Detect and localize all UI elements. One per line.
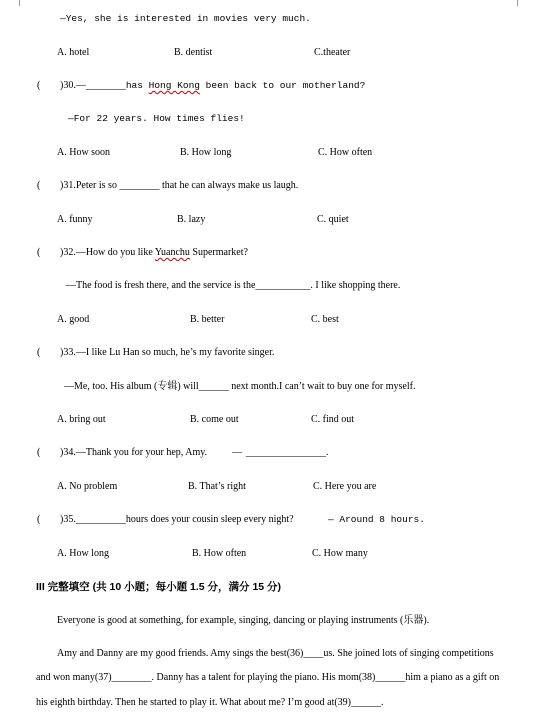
q34-end: . [326, 447, 329, 458]
q32-answer-paren: ( [37, 247, 41, 258]
q33-response-b: next month.I can’t wait to buy one for myself. [228, 381, 416, 392]
q35-response: — Around 8 hours. [328, 514, 425, 525]
q32-text-b: Supermarket? [189, 247, 248, 258]
q34-dash: — [232, 447, 242, 458]
q35-question [60, 513, 294, 527]
q30-option-c: C. How often [318, 147, 373, 158]
passage-text: us. She joined lots of singing competitions [323, 648, 494, 659]
q35-answer-paren: ( [37, 514, 41, 525]
q33-response-a: —Me, too. His album (专辑) will [64, 381, 199, 392]
q34-answer-paren: ( [37, 447, 41, 458]
passage-text: . [381, 697, 384, 708]
q32-response [66, 279, 400, 293]
q30-answer-paren: ( [37, 80, 41, 91]
q30-number: )30.— [60, 80, 86, 91]
q34-option-b: B. That’s right [188, 481, 246, 492]
q29-option-c: C.theater [314, 47, 351, 58]
blank-36: ____ [303, 648, 324, 659]
q34-blank: ________________ [246, 447, 326, 458]
q35-blank: __________ [75, 514, 126, 525]
q35-text-a: )35. [60, 514, 76, 525]
q33-question: )33.—I like Lu Han so much, he’s my favorite singer. [60, 347, 275, 358]
passage-text: and won many(37) [36, 672, 112, 683]
q30-blank: ________ [85, 80, 126, 91]
q35-option-b: B. How often [192, 548, 247, 559]
q33-option-a: A. bring out [57, 414, 106, 425]
q35-option-c: C. How many [312, 548, 368, 559]
q32-text-a: )32.—How do you like [60, 247, 155, 258]
q32-response-b: . I like shopping there. [310, 280, 401, 291]
blank-37: ________ [111, 672, 152, 683]
q30-spellcheck-word: Hong Kong [148, 80, 200, 91]
q31-option-a: A. funny [57, 214, 93, 225]
q34-question: )34.—Thank you for your hep, Amy. [60, 447, 208, 458]
q32-question [60, 246, 248, 260]
q32-blank: ___________ [255, 280, 311, 291]
q31-option-c: C. quiet [317, 214, 349, 225]
q33-blank: ______ [198, 381, 229, 392]
q34-option-c: C. Here you are [313, 481, 377, 492]
page-corner-mark-left [19, 0, 20, 6]
q31-answer-paren: ( [37, 180, 41, 191]
passage-text: his eighth birthday. Then he started to play it. What about me? I’m good at(39) [36, 697, 352, 708]
q34-option-a: A. No problem [57, 481, 118, 492]
q30-text-b: been back to our motherland? [199, 80, 366, 91]
q30-option-a: A. How soon [57, 147, 111, 158]
section-title: III 完整填空 (共 10 小题；每小题 1.5 分，满分 15 分) [36, 581, 282, 593]
q29-option-a: A. hotel [57, 47, 90, 58]
q32-option-b: B. better [190, 314, 225, 325]
page-corner-mark-right [517, 0, 518, 6]
passage-paragraph-2-line-2 [36, 671, 499, 685]
passage-paragraph-2-line-1 [57, 647, 494, 661]
q33-answer-paren: ( [37, 347, 41, 358]
q31-text-a: )31.Peter is so [60, 180, 120, 191]
q30-question [60, 79, 365, 93]
q29-option-b: B. dentist [174, 47, 213, 58]
passage-paragraph-1: Everyone is good at something, for example, singing, dancing or playing instruments (乐器). [57, 615, 430, 626]
q33-option-b: B. come out [190, 414, 239, 425]
blank-39: ______ [351, 697, 382, 708]
q32-option-a: A. good [57, 314, 90, 325]
q32-spellcheck-word: Yuanchu [154, 247, 190, 258]
passage-text: . Danny has a talent for playing the piano. His mom(38) [151, 672, 376, 683]
passage-paragraph-2-line-3 [36, 696, 384, 710]
passage-text: Amy and Danny are my good friends. Amy sings the best(36) [57, 648, 304, 659]
q32-response-a: —The food is fresh there, and the service is the [66, 280, 256, 291]
q32-option-c: C. best [311, 314, 339, 325]
q30-response: —For 22 years. How times flies! [68, 113, 245, 124]
q30-option-b: B. How long [180, 147, 232, 158]
blank-38: ______ [375, 672, 406, 683]
q33-response [64, 380, 415, 394]
q31-blank: ________ [119, 180, 160, 191]
passage-text: him a piano as a gift on [405, 672, 500, 683]
q33-option-c: C. find out [311, 414, 355, 425]
q31-question [60, 179, 298, 193]
q35-text-b: hours does your cousin sleep every night? [125, 514, 294, 525]
q31-option-b: B. lazy [177, 214, 206, 225]
q31-text-b: that he can always make us laugh. [159, 180, 299, 191]
q34-response [232, 446, 329, 460]
q35-option-a: A. How long [57, 548, 109, 559]
q29-response: —Yes, she is interested in movies very much. [60, 13, 311, 24]
q30-text-a: has [125, 80, 149, 91]
